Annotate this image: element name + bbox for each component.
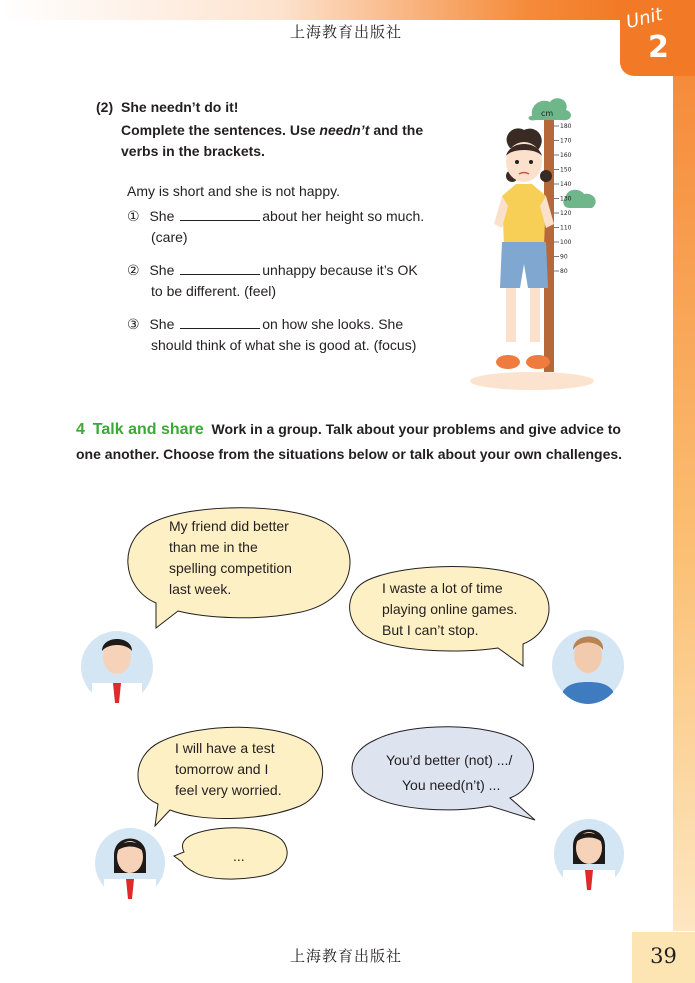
exercise-intro: Amy is short and she is not happy. xyxy=(127,183,340,199)
bubble-1-text: My friend did better than me in the spelling competition last week. xyxy=(169,518,292,597)
height-tick-label: 150 xyxy=(560,166,572,174)
bubble-5-text: ... xyxy=(233,848,245,864)
floor-shadow xyxy=(470,372,594,390)
answer-blank-2[interactable] xyxy=(180,260,260,275)
answer-blank-3[interactable] xyxy=(180,314,260,329)
item-marker: ① xyxy=(127,209,140,225)
section-4-instruction: Work in a group. Talk about your problems and give advice to one another. Choose from the situations below or talk about your own challenges. xyxy=(76,421,623,462)
exercise-number: (2) xyxy=(96,99,114,115)
foreign-boy-avatar xyxy=(551,616,625,704)
page-number-tab xyxy=(632,932,695,983)
height-tick-label: 170 xyxy=(560,137,572,145)
side-color-strip xyxy=(673,76,695,931)
footer-publisher: 上海教育出版社 xyxy=(290,947,403,965)
girl-student-avatar-left xyxy=(94,815,166,901)
girl-right-shoe xyxy=(526,355,550,369)
answer-blank-1[interactable] xyxy=(180,206,260,221)
exercise-item-1: ① She about her height so much. xyxy=(127,208,425,225)
header-publisher: 上海教育出版社 xyxy=(290,23,403,41)
height-ticks xyxy=(554,123,572,275)
girl-shirt xyxy=(502,184,546,246)
unit-number: 2 xyxy=(648,30,669,65)
height-tick-label: 160 xyxy=(560,152,572,159)
boy-student-avatar xyxy=(80,617,154,705)
height-tick-label: 90 xyxy=(560,253,568,261)
exercise-item-3-line2: should think of what she is good at. (focus) xyxy=(151,337,417,353)
height-unit-label: cm xyxy=(541,109,554,118)
exercise-item-1-verb: (care) xyxy=(151,229,188,245)
exercise-item-2: ② She unhappy because it’s OK xyxy=(127,262,418,279)
height-tick-label: 100 xyxy=(560,239,572,246)
height-tick-label: 80 xyxy=(560,268,568,275)
section-4-title: Talk and share xyxy=(92,421,204,438)
height-tick-label: 130 xyxy=(560,195,572,203)
bubble-3-text: I will have a test tomorrow and I feel very worried. xyxy=(175,740,282,798)
height-tick-label: 120 xyxy=(560,210,572,217)
section-4-number: 4 xyxy=(76,421,85,438)
exercise-item-3: ③ She on how she looks. She xyxy=(127,316,404,333)
girl-student-avatar-right xyxy=(553,806,625,892)
bubble-2-text: I waste a lot of time playing online games. But I can’t stop. xyxy=(382,580,518,638)
girl-height-chart-illustration xyxy=(462,96,622,396)
height-tick-label: 180 xyxy=(560,123,572,130)
item-marker: ② xyxy=(127,263,140,279)
header-gradient-bar xyxy=(0,0,620,20)
exercise-instruction: Complete the sentences. Use needn’t and the verbs in the brackets. xyxy=(121,122,424,159)
bubble-4-text: You’d better (not) .../ You need(n’t) ... xyxy=(386,752,513,793)
exercise-item-2-line2: to be different. (feel) xyxy=(151,283,277,299)
exercise-title: She needn’t do it! xyxy=(121,99,239,115)
speech-bubble-5 xyxy=(172,826,290,884)
item-marker: ③ xyxy=(127,317,140,333)
girl-shorts xyxy=(500,242,548,288)
section-4-heading xyxy=(76,417,636,466)
girl-left-shoe xyxy=(496,355,520,369)
height-tick-label: 110 xyxy=(560,224,572,232)
page-number: 39 xyxy=(650,944,677,968)
unit-label: Unit xyxy=(624,3,665,34)
height-tick-label: 140 xyxy=(560,181,572,188)
